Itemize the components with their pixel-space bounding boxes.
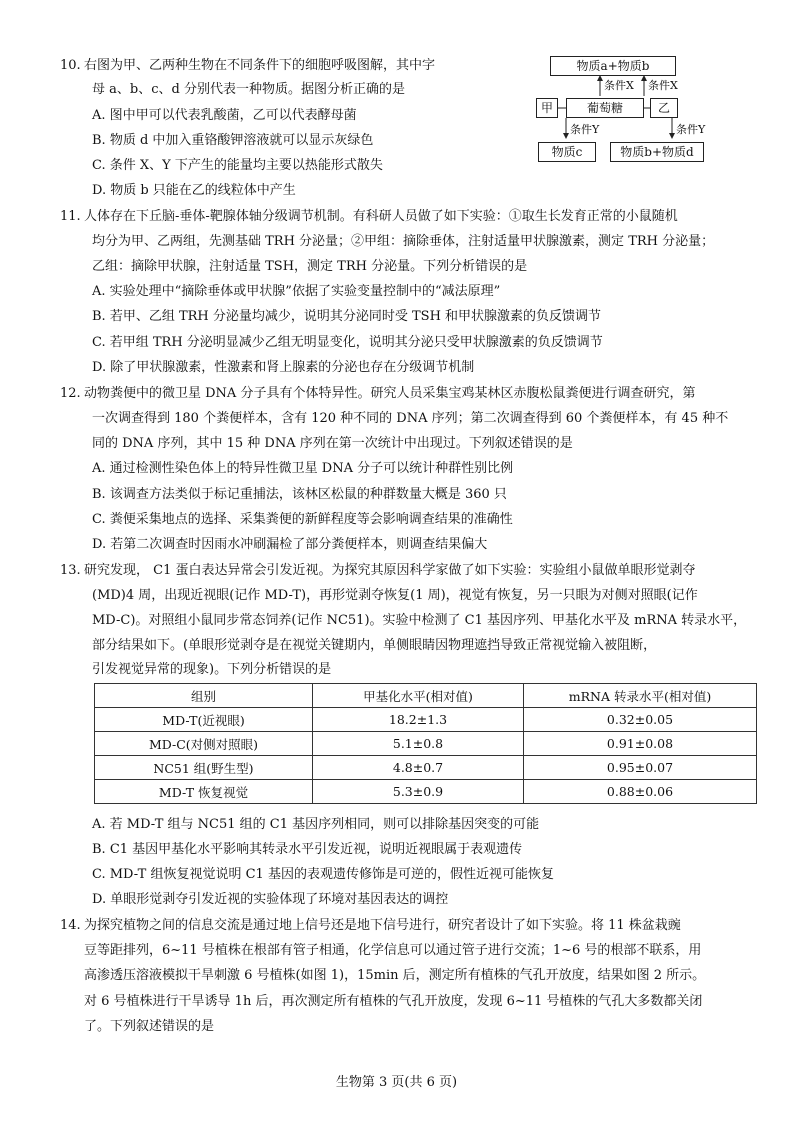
table-row — [95, 780, 757, 804]
table-row — [95, 708, 757, 732]
table-cell: 0.88±0.06 — [524, 780, 757, 804]
q12-option-a: A. 通过检测性染色体上的特异性微卫星 DNA 分子可以统计种群性别比例 — [92, 461, 514, 476]
diagram-center-box: 葡萄糖 — [566, 98, 644, 118]
q11-option-a: A. 实验处理中“摘除垂体或甲状腺”依据了实验变量控制中的“减法原理” — [92, 284, 501, 299]
q10-option-d: D. 物质 b 只能在乙的线粒体中产生 — [92, 183, 296, 198]
diagram-cond-y-left: 条件Y — [570, 123, 600, 136]
table-cell: 18.2±1.3 — [313, 708, 524, 732]
q13-option-b: B. C1 基因甲基化水平影响其转录水平引发近视，说明近视眼属于表观遗传 — [92, 842, 523, 857]
respiration-diagram — [524, 52, 764, 170]
diagram-right-box: 乙 — [650, 98, 678, 118]
q11-stem-line-2: 均分为甲、乙两组，先测基础 TRH 分泌量；②甲组：摘除垂体，注射适量甲状腺激素，测定 TRH 分泌量； — [92, 234, 715, 249]
q14-stem-line-5: 了。下列叙述错误的是 — [84, 1019, 215, 1034]
diagram-cond-x-right: 条件X — [648, 79, 678, 92]
table-cell: 5.3±0.9 — [313, 780, 524, 804]
q13-stem-line-1: 研究发现， C1 蛋白表达异常会引发近视。为探究其原因科学家做了如下实验：实验组小鼠做单眼形觉剥夺 — [84, 563, 696, 578]
q13-stem-line-3: MD-C)。对照组小鼠同步常态饲养(记作 NC51)。实验中检测了 C1 基因序列、甲基化水平及 mRNA 转录水平， — [92, 613, 747, 628]
q13-stem-line-5: 引发视觉异常的现象)。下列分析错误的是 — [92, 662, 332, 677]
q14-stem-line-4: 对 6 号植株进行干旱诱导 1h 后，再次测定所有植株的气孔开放度，发现 6~11 号植株的气孔大多数都关闭 — [84, 994, 703, 1009]
q11-option-c: C. 若甲组 TRH 分泌明显减少乙组无明显变化，说明其分泌只受甲状腺激素的负反馈调节 — [92, 335, 603, 350]
table-cell: MD-T 恢复视觉 — [95, 780, 313, 804]
q14-number: 14. — [60, 918, 81, 933]
diagram-bottom-right-box: 物质b+物质d — [610, 142, 704, 162]
diagram-top-box: 物质a+物质b — [550, 56, 676, 76]
table-header-cell: 组别 — [95, 684, 313, 708]
q13-option-a: A. 若 MD-T 组与 NC51 组的 C1 基因序列相同，则可以排除基因突变的可能 — [92, 817, 540, 832]
q11-option-b: B. 若甲、乙组 TRH 分泌量均减少，说明其分泌同时受 TSH 和甲状腺激素的负反馈调节 — [92, 309, 602, 324]
q10-option-c: C. 条件 X、Y 下产生的能量均主要以热能形式散失 — [92, 158, 383, 173]
q10-option-a: A. 图中甲可以代表乳酸菌，乙可以代表酵母菌 — [92, 108, 357, 123]
q14-stem-line-1: 为探究植物之间的信息交流是通过地上信号还是地下信号进行，研究者设计了如下实验。将 11 株盆栽豌 — [84, 918, 681, 933]
q13-stem-line-4: 部分结果如下。(单眼形觉剥夺是在视觉关键期内，单侧眼睛因物理遮挡导致正常视觉输入被阻断， — [92, 638, 657, 653]
q14-stem-line-2: 豆等距排列，6~11 号植株在根部有管子相通，化学信息可以通过管子进行交流；1~6 号的根部不联系，用 — [84, 943, 702, 958]
q11-number: 11. — [60, 209, 81, 224]
q12-stem-line-3: 同的 DNA 序列，其中 15 种 DNA 序列在第一次统计中出现过。下列叙述错误的是 — [92, 436, 573, 451]
diagram-left-box: 甲 — [536, 98, 558, 118]
q12-option-d: D. 若第二次调查时因雨水冲刷漏检了部分粪便样本，则调查结果偏大 — [92, 537, 488, 552]
table-cell: 5.1±0.8 — [313, 732, 524, 756]
table-cell: 0.95±0.07 — [524, 756, 757, 780]
table-header-cell: mRNA 转录水平(相对值) — [524, 684, 757, 708]
q11-stem-line-3: 乙组：摘除甲状腺，注射适量 TSH，测定 TRH 分泌量。下列分析错误的是 — [92, 259, 528, 274]
q11-option-d: D. 除了甲状腺激素，性激素和肾上腺素的分泌也存在分级调节机制 — [92, 360, 475, 375]
q11-stem-line-1: 人体存在下丘脑-垂体-靶腺体轴分级调节机制。有科研人员做了如下实验：①取生长发育正常的小鼠随机 — [84, 209, 678, 224]
table-row — [95, 732, 757, 756]
table-header-cell: 甲基化水平(相对值) — [313, 684, 524, 708]
q13-option-d: D. 单眼形觉剥夺引发近视的实验体现了环境对基因表达的调控 — [92, 892, 449, 907]
q10-stem-line-1: 右图为甲、乙两种生物在不同条件下的细胞呼吸图解，其中字 — [84, 58, 436, 73]
table-header-row — [95, 684, 757, 708]
q12-number: 12. — [60, 386, 81, 401]
table-cell: MD-C(对侧对照眼) — [95, 732, 313, 756]
results-table — [94, 683, 757, 804]
q10-option-b: B. 物质 d 中加入重铬酸钾溶液就可以显示灰绿色 — [92, 133, 374, 148]
q13-stem-line-2: (MD)4 周，出现近视眼(记作 MD-T)，再形觉剥夺恢复(1 周)，视觉有恢复，另一只眼为对侧对照眼(记作 — [92, 588, 698, 603]
q13-number: 13. — [60, 563, 81, 578]
table-cell: 4.8±0.7 — [313, 756, 524, 780]
table-cell: 0.91±0.08 — [524, 732, 757, 756]
diagram-cond-y-right: 条件Y — [676, 123, 706, 136]
table-cell: MD-T(近视眼) — [95, 708, 313, 732]
q12-option-c: C. 粪便采集地点的选择、采集粪便的新鲜程度等会影响调查结果的准确性 — [92, 512, 513, 527]
diagram-cond-x-left: 条件X — [604, 79, 634, 92]
q14-stem-line-3: 高渗透压溶液模拟干旱刺激 6 号植株(如图 1)，15min 后，测定所有植株的气孔开放度，结果如图 2 所示。 — [84, 968, 706, 983]
q10-number: 10. — [60, 58, 81, 73]
q12-stem-line-2: 一次调查得到 180 个粪便样本，含有 120 种不同的 DNA 序列；第二次调查得到 60 个粪便样本，有 45 种不 — [92, 411, 729, 426]
table-cell: 0.32±0.05 — [524, 708, 757, 732]
q10-stem-line-2: 母 a、b、c、d 分别代表一种物质。据图分析正确的是 — [92, 82, 405, 97]
table-cell: NC51 组(野生型) — [95, 756, 313, 780]
q13-option-c: C. MD-T 组恢复视觉说明 C1 基因的表观遗传修饰是可逆的，假性近视可能恢复 — [92, 867, 554, 882]
q12-option-b: B. 该调查方法类似于标记重捕法，该林区松鼠的种群数量大概是 360 只 — [92, 487, 507, 502]
page-footer: 生物第 3 页(共 6 页) — [335, 1075, 458, 1090]
diagram-bottom-left-box: 物质c — [538, 142, 596, 162]
q12-stem-line-1: 动物粪便中的微卫星 DNA 分子具有个体特异性。研究人员采集宝鸡某林区赤腹松鼠粪便进行调查研究，第 — [84, 386, 696, 401]
table-row — [95, 756, 757, 780]
